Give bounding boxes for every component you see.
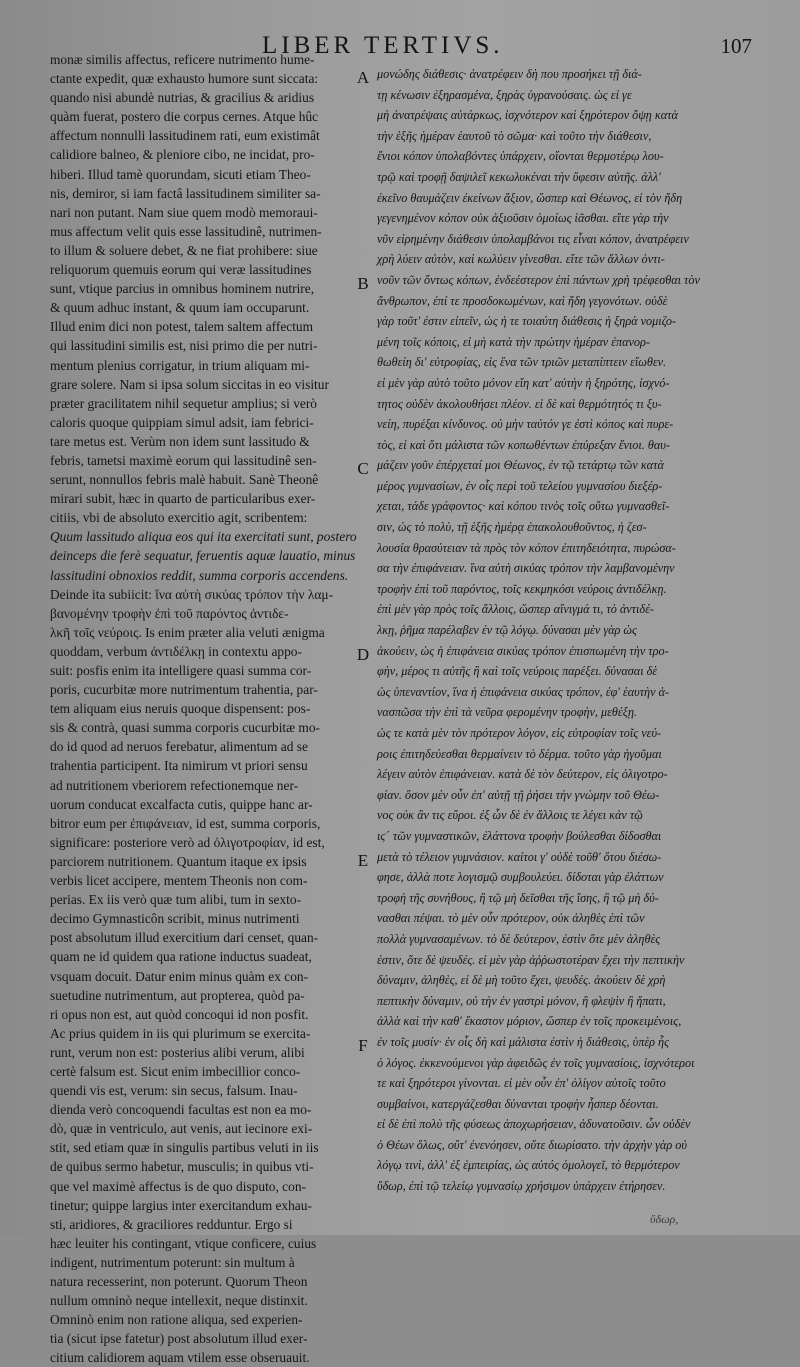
latin-line: & quum adhuc instant, & quum iam occuparunt. <box>50 300 310 316</box>
latin-line: ad nutritionem vberiorem refectionemque ner- <box>50 777 299 793</box>
latin-line: mirari subit, hæc in quarto de particularibus exer- <box>50 491 316 507</box>
latin-line: dienda verò concoquendi facultas est non ea mo- <box>50 1102 312 1118</box>
greek-line: μένη τοῖς κόποις, εἰ μὴ κατὰ τὴν πρώτην ἡμέραν ἐπανορ- <box>377 334 650 349</box>
greek-line: χρὴ λύειν αὐτὸν, καὶ κωλύειν γίνεσθαι. εἴτε τῶν ἄλλων ὁντι- <box>377 252 665 267</box>
greek-line: συμβαίνοι, κατεργάζεσθαι δύνανται τροφὴν ἧσπερ δέονται. <box>377 1096 659 1111</box>
latin-line: to illum & soluere debet, & ne fiat prohibere: siue <box>50 242 318 258</box>
latin-line: stit, sed etiam quæ in singulis partibus veluti in iis <box>50 1140 319 1156</box>
greek-line: γὰρ τοῦτ' ἐστιν εἰπεῖν, ὡς ἡ τε τοιαύτη διάθεσις ἡ ξηρὰ νομιζο- <box>377 314 677 329</box>
latin-line: calidiore balneo, & pleniore cibo, ne incidat, pro- <box>50 147 315 163</box>
latin-line: hæc leuiter his contingant, vtique conficere, cuius <box>50 1235 317 1251</box>
latin-line: dò, quæ in ventriculo, aut venis, aut iecinore exi- <box>50 1121 313 1137</box>
greek-line: ἄνθρωπον, ἐπί τε προσδοκωμένων, καὶ ἤδη γεγονότων. οὐδὲ <box>377 293 668 308</box>
greek-line: νασθαι πέψαι. τὸ μὲν οὖν πρότερον, οὐκ ἀληθὲς ἐπὶ τῶν <box>377 911 645 926</box>
greek-line: ὕδωρ, ἐπὶ τῷ τελείῳ γυμνασίῳ χρήσιμον ὑπάρχειν ἐτήρησεν. <box>377 1179 666 1194</box>
latin-line: que vel maximè affectus is de quo disputo, con- <box>50 1178 306 1194</box>
section-marker: E <box>357 850 369 870</box>
latin-line: de quibus sermo habetur, musculis; in quibus vti- <box>50 1159 314 1175</box>
greek-line: τὴν ἑξῆς ἡμέραν ἑαυτοῦ τὸ σῶμα· καὶ τοῦτο τὴν διάθεσιν, <box>377 128 652 143</box>
greek-line: φίαν. ὅσον μὲν οὖν ἐπ' αὐτῇ τῇ ῥήσει τὴν γνώμην τοῦ Θέω- <box>377 787 660 802</box>
latin-line: nullum omninò neque intellexit, neque distinxit. <box>50 1293 308 1309</box>
greek-line: σα τὴν ἐπιφάνειαν. ἵνα αὐτὴ σικύας τρόπον τὴν λαμβανομένην <box>377 561 675 576</box>
greek-line: τητος οὐδὲν ἀκολουθήσει πλέον. εἰ δὲ καὶ θερμότητός τι ξυ- <box>377 396 662 411</box>
greek-line: νῦν εἰρημένην διάθεσιν ὑπολαμβάνοι τις εἶναι κόπον, ἀνατρέφειν <box>377 231 689 246</box>
greek-line: ὁ λόγος. ἐκκενούμενοι γὰρ ἀφειδῶς ἐν τοῖς γυμνασίοις, ἰσχνότεροι <box>377 1055 695 1070</box>
greek-line: φὴν, μέρος τι αὐτῆς ἢ καὶ τοῖς νεύροις παρέξει. δύνασαι δὲ <box>377 664 658 679</box>
latin-line: Quum lassitudo aliqua eos qui ita exercitati sunt, postero <box>50 529 357 545</box>
greek-line: τὸς, εἰ καὶ ὅτι μάλιστα τῶν κοπωθέντων ἐπύρεξαν ἔνιοι. θαυ- <box>377 437 670 452</box>
greek-line: μονώδης διάθεσις· ἀνατρέφειν δὴ που προσήκει τῇ διά- <box>377 67 642 81</box>
greek-line: γεγενημένον κόπον οὐκ ἀξιοῦσιν ὁμοίως ἰᾶσθαι. εἴτε γὰρ τὴν <box>377 211 669 226</box>
latin-line: indigent, nutrimentum poterunt: sin multum à <box>50 1254 295 1270</box>
latin-line: serunt, nonnullos febris malè habuit. Sanè Theonê <box>50 472 319 488</box>
latin-line: hiberi. Illud tamè quorundam, sicuti etiam Theo- <box>50 166 311 182</box>
greek-line: νασπῶσα τὴν ἐπὶ τὰ νεῦρα φερομένην τροφὴν, μεθέξῃ. <box>377 705 638 720</box>
latin-line: Omninò enim non ratione aliqua, sed experien- <box>50 1312 303 1328</box>
greek-line: τροφὴ τῆς συνήθους, ἢ τῷ μὴ δεῖσθαι τῆς ἴσης, ἢ τῷ μὴ δύ- <box>377 890 659 905</box>
latin-line: mentum plenius corrigatur, in trium aliquam mi- <box>50 357 310 373</box>
greek-line: ιϛ΄ τῶν γυμναστικῶν, ἐλάττονα τροφὴν βούλεσθαι δίδοσθαι <box>377 828 662 843</box>
greek-line: λέγειν αὐτὸν ἐπιφάνειαν. κατὰ δὲ τὸν δεύτερον, εἰς ὀλιγοτρο- <box>377 767 668 782</box>
latin-line: qui lassitudini similis est, nisi primo die per nutri- <box>50 338 318 354</box>
section-marker: C <box>357 459 369 479</box>
latin-line: certè falsum est. Sicut enim imbecillior conco- <box>50 1063 301 1079</box>
greek-line: τροφὴν ἐπὶ τοῦ παρόντος, τοῖς κεκμηκόσι νεύροις ἀντιδέλκῃ. <box>377 581 667 596</box>
latin-line: grare solere. Nam si ipsa solum siccitas in eo visitur <box>50 376 329 392</box>
latin-line: sti, aridiores, & graciliores redduntur. Ergo si <box>50 1216 293 1232</box>
section-marker: F <box>358 1036 368 1056</box>
latin-line: bitror eum per ἐπιφάνειαν, id est, summa corporis, <box>50 815 321 831</box>
latin-line: sis & contrà, quasi summa corporis cucurbitæ mo- <box>50 720 320 736</box>
section-marker: B <box>357 274 369 293</box>
latin-line: caloris quoque quippiam simul adsit, iam febrici- <box>50 414 314 430</box>
greek-line: τῃ κένωσιν ἐξηρασμένα, ξηρὰς ὑγρανούσαις. ὡς εἰ γε <box>377 87 632 102</box>
latin-line: nari non putant. Nam siue quem modò memoraui- <box>50 204 318 220</box>
latin-line: post absolutum illud exercitium dari censet, quan- <box>50 930 319 946</box>
latin-line: Deinde ita subiicit: ἵνα αὐτὴ σικύας τρόπον τὴν λαμ- <box>50 586 334 602</box>
greek-line: ὁ Θέων ὅλως, οὔτ' ἐνενόησεν, οὔτε διωρίσατο. τὴν ἀρχὴν γὰρ οὐ <box>377 1137 687 1152</box>
greek-line: ἀκούειν, ὡς ἡ ἐπιφάνεια σικύας τρόπον ἐπισπωμένη τὴν τρο- <box>377 643 669 658</box>
latin-line: quam ne id quidem qua ratione inductus suadeat, <box>50 949 312 965</box>
greek-line: νείη, πυρέξαι κίνδυνος. οὐ μὴν ταὐτόν γε ἐστὶ κόπος καὶ πυρε- <box>377 417 674 432</box>
greek-line: φησε, ἀλλὰ ποτε λογισμῷ συμβουλεύει. δίδοται γὰρ ἐλάττων <box>377 870 664 885</box>
catchword: ὕδωρ, <box>650 1212 679 1226</box>
greek-line: ροις ἐπιτηδεύεσθαι θερμαίνειν τὸ δέρμα. τοῦτο γὰρ ἡγοῦμαι <box>377 746 662 761</box>
latin-line: parciorem nutritionem. Quantum itaque ex ipsis <box>50 853 307 869</box>
latin-line: quando nisi abundè nutrias, & gracilius & aridius <box>50 90 315 106</box>
greek-line: λκῃ, ῥῆμα παρέλαβεν ἐν τῷ λόγῳ. δύνασαι μὲν γὰρ ὡς <box>377 623 637 638</box>
latin-line: tia (sicut ipse fatetur) post absolutum illud exer- <box>50 1331 308 1347</box>
latin-line: monæ similis affectus, reficere nutrimento hume- <box>50 52 315 67</box>
section-marker: A <box>356 68 370 87</box>
running-title: LIBER TERTIVS. <box>262 32 504 59</box>
latin-line: tare metus est. Verùm non idem sunt lassitudo & <box>50 433 310 449</box>
greek-line: εἰ μὲν γὰρ αὐτὸ τοῦτο μόνον εἴη κατ' αὐτὴν ἡ ξηρότης, ἰσχνό- <box>377 375 670 390</box>
greek-line: νος οὐκ ἂν τις εὕροι. ἐξ ὧν δὲ ἐν ἄλλοις τε λέγει κἀν τῷ <box>377 808 643 823</box>
latin-line: præter gracilitatem nihil sequetur amplius; si verò <box>50 395 318 411</box>
latin-line: uorum conducat excalfacta cutis, quippe hanc ar- <box>50 796 313 812</box>
greek-line: τρῷ καὶ τροφῇ δαψιλεῖ κεκωλυκέναι τὴν ὕφεσιν αὐτῆς. ἀλλ' <box>377 169 661 184</box>
greek-line: ὡς ὑπεναντίον, ἵνα ἡ ἐπιφάνεια σικύας τρόπον, ἐφ' ἑαυτὴν ἀ- <box>377 684 670 699</box>
latin-line: reliquorum quemuis eorum qui veræ lassitudines <box>50 262 312 278</box>
greek-line: πολλὰ γυμνασαμένων. τὸ δὲ δεύτερον, ἐστὶν ὅτε μὲν ἀληθὲς <box>377 931 661 946</box>
greek-line: πεπτικὴν δύναμιν, οὐ τὴν ἐν γαστρὶ μόνον, ἢ φλεψὶν ἢ ἥπατι, <box>377 993 666 1008</box>
latin-line: nis, demiror, si iam factâ lassitudinem similiter sa- <box>50 185 321 201</box>
latin-line: quoddam, verbum ἀντιδέλκῃ in contextu appo- <box>50 643 302 659</box>
latin-column <box>50 50 357 1367</box>
latin-line: λκῆ τοῖς νεύροις. Is enim præter alia veluti ænigma <box>50 624 325 640</box>
latin-line: Ac prius quidem in iis qui plurimum se exercita- <box>50 1025 311 1041</box>
latin-line: perias. Ex iis verò quæ tum alibi, tum in sexto- <box>50 892 302 908</box>
greek-line: μετὰ τὸ τέλειον γυμνάσιον. καίτοι γ' οὐδὲ τοῦθ' ὅτου διέσω- <box>377 849 662 864</box>
greek-line: τε καὶ ξηρότεροι γίνονται. εἰ μὲν οὖν ἐπ' ὀλίγον αὐτοῖς τοῦτο <box>377 1076 666 1091</box>
latin-line: quendi vis est, verum: sin secus, falsum. Inau- <box>50 1083 298 1099</box>
latin-line: suit: posfis enim ita intelligere quasi summa cor- <box>50 663 312 678</box>
greek-line: ἐπὶ μὲν γὰρ πρὸς τοῖς ἄλλοις, ὥσπερ αἴνιγμά τι, τὸ ἀντιδέ- <box>377 602 654 617</box>
latin-line: significare: posteriore verò ad ὀλιγοτροφίαν, id est, <box>50 834 325 850</box>
latin-line: vsquam docuit. Datur enim minus quàm ex con- <box>50 968 309 984</box>
latin-line: quàm fuerat, postero die corpus cernes. Atque hûc <box>50 109 319 125</box>
page-number: 107 <box>720 34 752 58</box>
latin-line: ri opus non est, aut quòd concoqui id non posfit. <box>50 1006 309 1022</box>
latin-line: mus affectum velit quis esse lassitudinê, nutrimen- <box>50 223 322 239</box>
latin-line: citiis, vbi de absoluto exercitio agit, scribentem: <box>50 510 308 526</box>
latin-line: poris, cucurbitæ more nutrimentum trahentia, par- <box>50 682 318 698</box>
greek-line: λουσία θρασύτειαν τὰ πρὸς τὸν κόπον ἐπιτηδειότητα, πυρώσα- <box>377 540 676 555</box>
latin-line: do id quod ad neruos ferebatur, alimentum ad se <box>50 739 308 755</box>
latin-line: βανομένην τροφὴν ἐπὶ τοῦ παρόντος ἀντιδε- <box>50 605 289 621</box>
greek-line: εἰ δὲ ἐπὶ πολὺ τῆς φύσεως ἀποχωρήσειαν, ἀδυνατοῦσιν. ὧν οὐδὲν <box>377 1117 691 1132</box>
latin-line: sunt, vtique parcius in omnibus hominem nutrire, <box>50 281 315 297</box>
greek-line: σιν, ὡς τὸ πολὺ, τῇ ἑξῆς ἡμέρᾳ ἐπακολουθοῦντος, ἡ ζεσ- <box>377 520 647 535</box>
greek-line: θωθείη δι' εὐτροφίας, εἰς ἕνα τῶν τριῶν μεταπίπτειν εἴωθεν. <box>377 355 667 370</box>
greek-column <box>377 64 772 1197</box>
latin-line: tem aliquam eius neruis quoque dispensent: pos- <box>50 701 311 717</box>
latin-line: Illud enim dici non potest, talem saltem affectum <box>50 319 314 335</box>
greek-line: ἐκεῖνο θαυμάζειν ἐκείνων ἄξιον, ὥσπερ καὶ Θέωνος, εἰ τὸν ἤδη <box>377 190 683 205</box>
latin-line: febris, tametsi maximè eorum qui lassitudinê sen- <box>50 452 317 468</box>
latin-line: runt, verum non est: posterius alibi verum, alibi <box>50 1044 305 1060</box>
latin-line: suetudine nutrimentum, aut propterea, quòd pa- <box>50 987 305 1003</box>
latin-line: natura recesserint, non poterunt. Quorum Theon <box>50 1274 308 1289</box>
greek-line: ἀλλὰ καὶ τὴν καθ' ἕκαστον μόριον, ὥσπερ ἐν τοῖς προκειμένοις, <box>377 1014 682 1029</box>
latin-line: affectum nonnulli lassitudinem rati, eum existimât <box>50 128 320 144</box>
greek-line: χεται, τάδε γράφοντος· καὶ κόπου τινὸς τοῖς οὕτω γυμνασθεῖ- <box>377 499 670 514</box>
latin-line: tinetur; quippe largius inter exercitandum exhau- <box>50 1197 312 1213</box>
greek-line: μάζειν γοῦν ἐπέρχεταί μοι Θέωνος, ἐν τῷ τετάρτῳ τῶν κατὰ <box>377 458 664 473</box>
latin-line: ctante expedit, quæ exhausto humore sunt siccata: <box>50 71 319 87</box>
greek-line: ἐν τοῖς μυσίν· ἐν οἷς δὴ καὶ μάλιστα ἐστὶν ἡ διάθεσις, ὑπὲρ ἧς <box>377 1034 670 1049</box>
greek-line: μέρος γυμνασίων, ἐν οἷς περὶ τοῦ τελείου γυμνασίου διεξέρ- <box>377 478 663 493</box>
latin-line: decimo Gymnasticôn scribit, minus nutrimenti <box>50 911 300 927</box>
greek-line: λόγῳ τινὶ, ἀλλ' ἐξ ἐμπειρίας, ὡς αὐτός ὁμολογεῖ, τὸ θερμότερον <box>377 1158 680 1173</box>
greek-line: ἔνιοι κόπον ὑπολαβόντες ὑπάρχειν, οἴονται θερμοτέρῳ λου- <box>377 149 664 164</box>
section-marker: D <box>356 644 370 664</box>
latin-line: verbis licet accipere, mentem Theonis non com- <box>50 873 308 889</box>
latin-line: lassitudini obnoxios reddit, summa corporis accendens. <box>50 567 349 583</box>
latin-line: trahentia participent. Ita nimirum vt priori sensu <box>50 758 308 774</box>
latin-line: citium calidiorem aquam vtilem esse obseruauit. <box>50 1350 310 1366</box>
latin-line: deinceps die ferè sequatur, feruentis aquæ lauatio, minus <box>50 548 356 564</box>
greek-line: ὡς τε κατὰ μὲν τὸν πρότερον λόγον, εἰς εὐτροφίαν τοῖς νεύ- <box>377 726 662 740</box>
greek-line: νοῦν τῶν ὄντως κόπων, ἐνδεέστερον ἐπὶ πάντων χρὴ τρέφεσθαι τὸν <box>377 272 700 287</box>
greek-line: μὴ ἀνατρέψαις αὐτάρκως, ἰσχνότερον καὶ ξηρότερον ὄψῃ κατὰ <box>377 108 678 123</box>
greek-line: ἐστιν, ὅτε δὲ ψευδές. εἰ μὲν γὰρ ἀῤῥωστοτέραν ἔχει τὴν πεπτικὴν <box>377 952 685 967</box>
greek-line: δύναμιν, ἀληθὲς, εἰ δὲ μὴ τοῦτο ἔχει, ψευδές. ἀκούειν δὲ χρὴ <box>377 973 666 988</box>
